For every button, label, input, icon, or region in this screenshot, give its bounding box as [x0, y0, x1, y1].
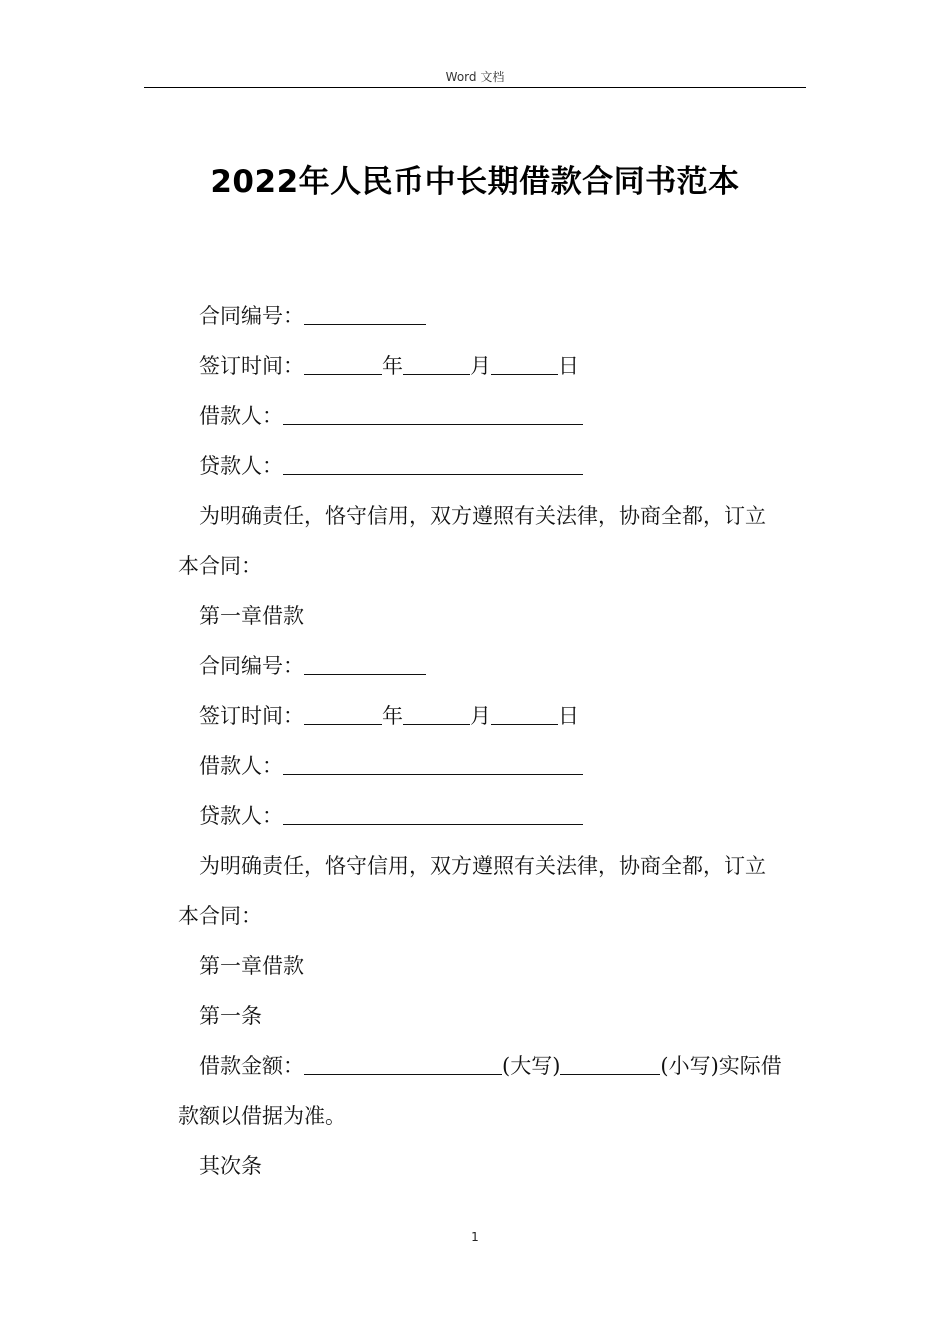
borrower-line [178, 391, 808, 441]
chapter-heading: 第一章借款 [199, 604, 304, 628]
page-number: 1 [471, 1230, 479, 1244]
month-label: 月 [470, 704, 491, 728]
blank-underline [403, 373, 470, 375]
year-label: 年 [382, 354, 403, 378]
blank-underline [304, 673, 426, 675]
label: 签订时间： [199, 354, 304, 378]
paragraph-line: 款额以借据为准。 [178, 1104, 346, 1128]
label: 贷款人： [199, 804, 283, 828]
document-title: 2022年人民币中长期借款合同书范本 [210, 164, 740, 200]
day-label: 日 [558, 704, 579, 728]
paragraph-line: 本合同： [178, 554, 262, 578]
blank-underline [304, 323, 426, 325]
contract-number-line [178, 291, 808, 341]
header-rule [144, 87, 806, 88]
borrower-line [178, 741, 808, 791]
blank-underline [304, 373, 382, 375]
article-heading: 其次条 [199, 1154, 262, 1178]
blank-underline [304, 1073, 502, 1075]
blank-underline [304, 723, 382, 725]
blank-underline [403, 723, 470, 725]
blank-underline [491, 373, 558, 375]
blank-underline [283, 423, 583, 425]
signing-date-line [178, 341, 808, 391]
loan-amount-line [178, 1041, 808, 1091]
label: 贷款人： [199, 454, 283, 478]
blank-underline [283, 473, 583, 475]
label: 借款人： [199, 754, 283, 778]
day-label: 日 [558, 354, 579, 378]
lowercase-label: (小写) [660, 1054, 719, 1078]
label: 签订时间： [199, 704, 304, 728]
month-label: 月 [470, 354, 491, 378]
label: 合同编号： [199, 304, 304, 328]
signing-date-line [178, 691, 808, 741]
label: 借款人： [199, 404, 283, 428]
chapter-heading: 第一章借款 [199, 954, 304, 978]
blank-underline [560, 1073, 660, 1075]
tail-text: 实际借 [718, 1054, 782, 1078]
year-label: 年 [382, 704, 403, 728]
lender-line [178, 441, 808, 491]
document-body [178, 291, 808, 1191]
label: 借款金额： [199, 1054, 304, 1078]
label: 合同编号： [199, 654, 304, 678]
blank-underline [491, 723, 558, 725]
contract-number-line [178, 641, 808, 691]
paragraph-line: 为明确责任，恪守信用，双方遵照有关法律，协商全都，订立 [199, 854, 766, 878]
paragraph-line: 本合同： [178, 904, 262, 928]
lender-line [178, 791, 808, 841]
uppercase-label: (大写) [502, 1054, 561, 1078]
paragraph-line: 为明确责任，恪守信用，双方遵照有关法律，协商全都，订立 [199, 504, 766, 528]
page-header: Word 文档 [445, 70, 505, 84]
blank-underline [283, 823, 583, 825]
blank-underline [283, 773, 583, 775]
article-heading: 第一条 [199, 1004, 262, 1028]
